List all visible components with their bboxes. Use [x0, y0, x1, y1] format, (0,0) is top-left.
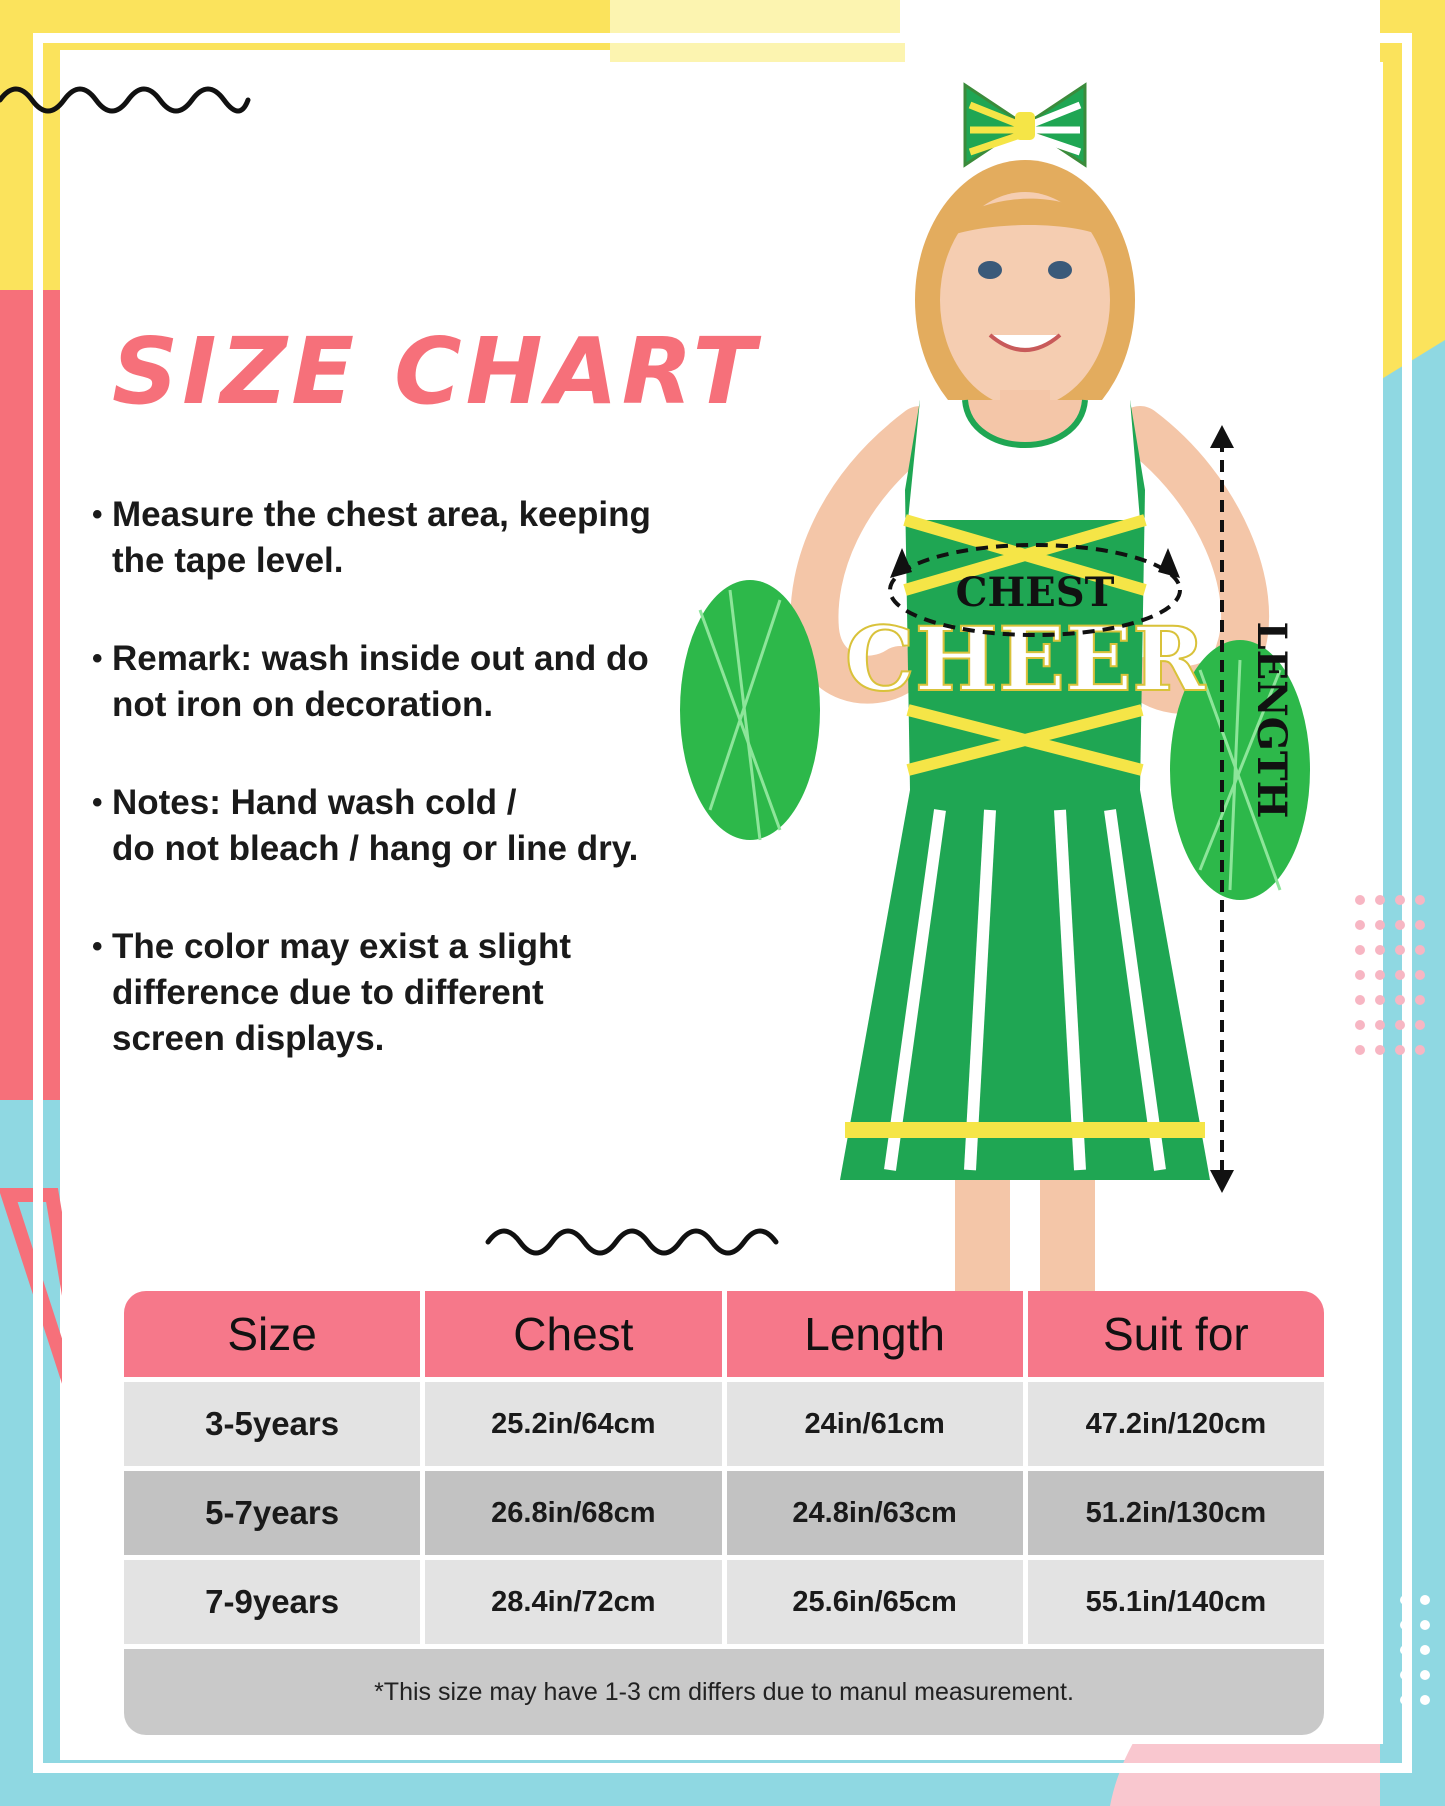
- cell-suit-for: 47.2in/120cm: [1028, 1377, 1324, 1466]
- note-item: [90, 636, 680, 728]
- pink-band-left: [0, 290, 60, 1180]
- cell-size: 3-5years: [124, 1377, 420, 1466]
- bullet-icon: •: [92, 786, 103, 819]
- cell-size: 5-7years: [124, 1466, 420, 1555]
- bullet-icon: •: [92, 642, 103, 675]
- cell-size: 7-9years: [124, 1555, 420, 1644]
- cell-chest: 25.2in/64cm: [425, 1377, 721, 1466]
- table-row: [124, 1555, 1324, 1644]
- right-eye: [1048, 261, 1072, 279]
- note-item: [90, 492, 680, 584]
- care-notes-list: [90, 492, 680, 1114]
- bullet-icon: •: [92, 498, 103, 531]
- note-text: Remark: wash inside out and do not iron on decoration.: [112, 639, 649, 724]
- cell-suit-for: 55.1in/140cm: [1028, 1555, 1324, 1644]
- length-arrow-up-icon: [1210, 425, 1234, 448]
- note-text: Notes: Hand wash cold / do not bleach / hang or line dry.: [112, 783, 639, 868]
- page-title: SIZE CHART: [112, 318, 760, 425]
- left-pompom: [680, 580, 820, 840]
- length-label: LENGTH: [1248, 621, 1295, 819]
- column-header-suit-for: Suit for: [1028, 1291, 1324, 1377]
- left-eye: [978, 261, 1002, 279]
- table-footnote-row: [124, 1644, 1324, 1735]
- cell-length: 24.8in/63cm: [727, 1466, 1023, 1555]
- table-row: [124, 1466, 1324, 1555]
- chest-label: CHEST: [955, 569, 1115, 616]
- product-photo-cheer-uniform: [640, 70, 1400, 1310]
- note-item: [90, 924, 680, 1062]
- table-header-row: [124, 1291, 1324, 1377]
- shirt-text: CHEER: [844, 607, 1206, 711]
- cell-chest: 26.8in/68cm: [425, 1466, 721, 1555]
- length-arrow-down-icon: [1210, 1170, 1234, 1193]
- cell-chest: 28.4in/72cm: [425, 1555, 721, 1644]
- cell-length: 25.6in/65cm: [727, 1555, 1023, 1644]
- cell-suit-for: 51.2in/130cm: [1028, 1466, 1324, 1555]
- cell-length: 24in/61cm: [727, 1377, 1023, 1466]
- chest-arrow-right-icon: [1158, 548, 1180, 578]
- table-footnote: *This size may have 1-3 cm differs due to manul measurement.: [124, 1644, 1324, 1735]
- hair-bow-icon: [965, 85, 1085, 165]
- column-header-size: Size: [124, 1291, 420, 1377]
- size-table: [119, 1291, 1329, 1735]
- note-text: Measure the chest area, keeping the tape level.: [112, 495, 651, 580]
- note-item: [90, 780, 680, 872]
- bullet-icon: •: [92, 930, 103, 963]
- table-row: [124, 1377, 1324, 1466]
- column-header-chest: Chest: [425, 1291, 721, 1377]
- note-text: The color may exist a slight difference due to different screen displays.: [112, 927, 572, 1058]
- column-header-length: Length: [727, 1291, 1023, 1377]
